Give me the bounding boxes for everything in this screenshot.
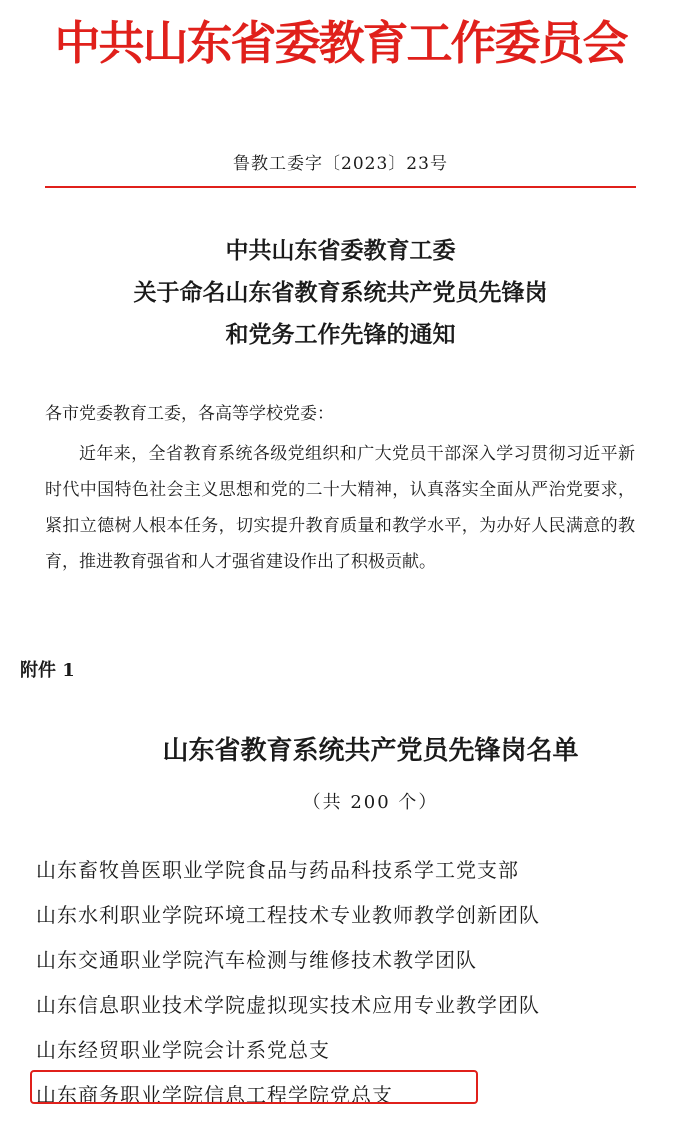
- notice-title-line-2: 关于命名山东省教育系统共产党员先锋岗: [133, 280, 548, 306]
- notice-title-line-1: 中共山东省委教育工委: [225, 238, 456, 264]
- salutation: 各市党委教育工委，各高等学校党委：: [45, 404, 334, 424]
- red-divider-line: [45, 186, 636, 188]
- body-paragraph: 近年来，全省教育系统各级党组织和广大党员干部深入学习贯彻习近平新时代中国特色社会主义思想和党的二十大精神，认真落实全面从严治党要求，紧扣立德树人根本任务，切实提升教育质量和教学水平，为办好人民满意的教育，推进教育强省和人才强省建设作出了积极贡献。: [45, 444, 635, 572]
- notice-title: [0, 230, 681, 356]
- highlight-box: [30, 1070, 478, 1104]
- list-item: 山东畜牧兽医职业学院食品与药品科技系学工党支部: [36, 858, 519, 882]
- list-item: 山东信息职业技术学院虚拟现实技术应用专业教学团队: [36, 993, 540, 1017]
- list-item: 山东交通职业学院汽车检测与维修技术教学团队: [36, 948, 477, 972]
- document-number: 鲁教工委字〔2023〕23号: [233, 154, 448, 174]
- list-item: 山东经贸职业学院会计系党总支: [36, 1038, 330, 1062]
- list-item: 山东水利职业学院环境工程技术专业教师教学创新团队: [36, 903, 540, 927]
- attachment-label: 附件 1: [20, 660, 75, 681]
- list-count: （共 200 个）: [302, 792, 439, 813]
- issuing-org-title: 中共山东省委教育工作委员会: [54, 16, 627, 70]
- list-title: 山东省教育系统共产党员先锋岗名单: [162, 736, 579, 766]
- notice-title-line-3: 和党务工作先锋的通知: [225, 322, 456, 348]
- list-item-highlighted: 山东商务职业学院信息工程学院党总支: [36, 1083, 393, 1107]
